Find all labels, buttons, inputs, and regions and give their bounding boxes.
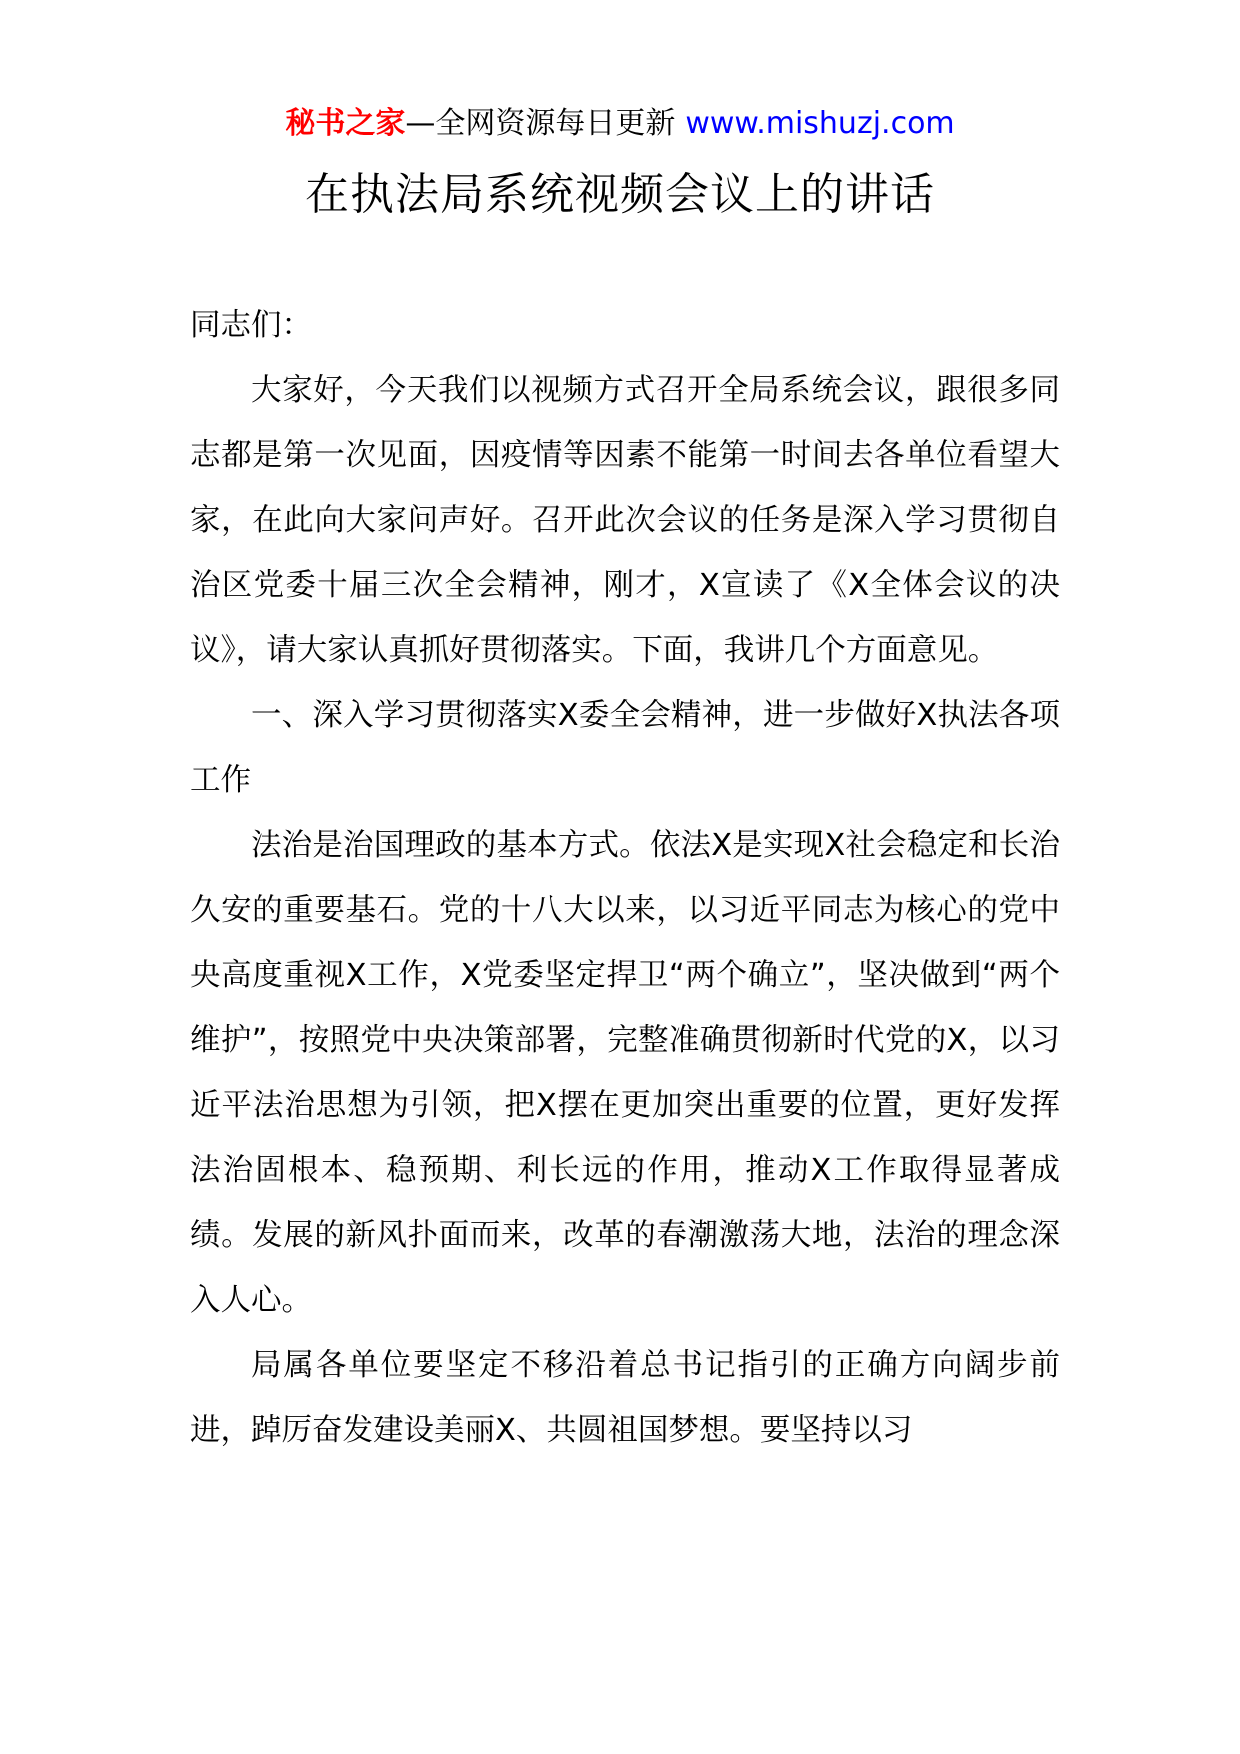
paragraph-units: 局属各单位要坚定不移沿着总书记指引的正确方向阔步前进，踔厉奋发建设美丽X、共圆祖国梦想。要坚持以习: [190, 1348, 1060, 1448]
site-url[interactable]: www.mishuzj.com: [685, 106, 955, 141]
header-slogan: —全网资源每日更新: [405, 106, 676, 141]
watermark-header: [0, 102, 1240, 146]
document-body: [190, 293, 1060, 1463]
greeting: 同志们：: [190, 308, 312, 343]
paragraph-intro: 大家好，今天我们以视频方式召开全局系统会议，跟很多同志都是第一次见面，因疫情等因素不能第一时间去各单位看望大家，在此向大家问声好。召开此次会议的任务是深入学习贯彻自治区党委十届三次全会精神，刚才，X宣读了《X全体会议的决议》，请大家认真抓好贯彻落实。下面，我讲几个方面意见。: [190, 373, 1060, 668]
paragraph-rule-of-law: 法治是治国理政的基本方式。依法X是实现X社会稳定和长治久安的重要基石。党的十八大以来，以习近平同志为核心的党中央高度重视X工作，X党委坚定捍卫“两个确立”，坚决做到“两个维护”，按照党中央决策部署，完整准确贯彻新时代党的X，以习近平法治思想为引领，把X摆在更加突出重要的位置，更好发挥法治固根本、稳预期、利长远的作用，推动X工作取得显著成绩。发展的新风扑面而来，改革的春潮激荡大地，法治的理念深入人心。: [190, 828, 1060, 1318]
brand-name: 秘书之家: [285, 106, 406, 141]
document-title: 在执法局系统视频会议上的讲话: [305, 169, 935, 220]
section-heading-1: 一、深入学习贯彻落实X委全会精神，进一步做好X执法各项工作: [190, 698, 1060, 798]
